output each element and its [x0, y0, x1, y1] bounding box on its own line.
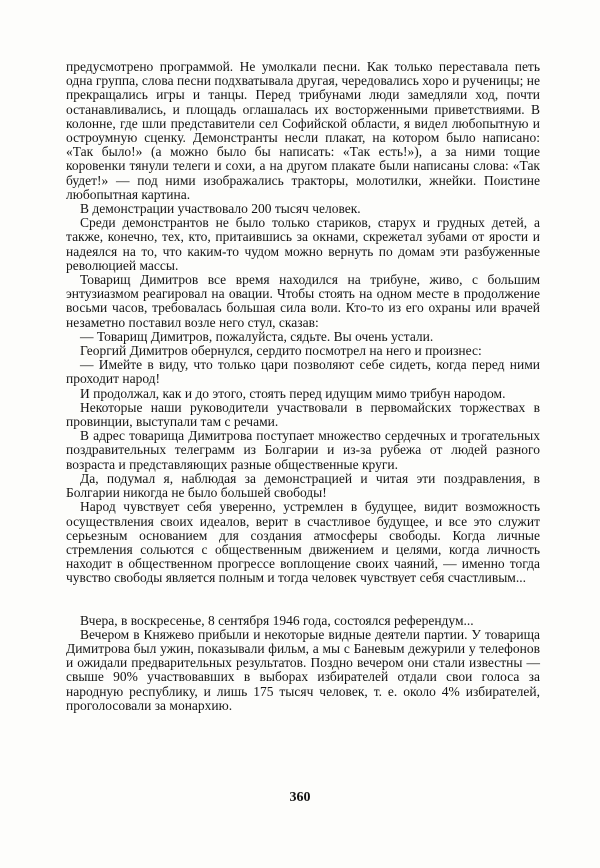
page-number: 360 — [289, 790, 311, 805]
paragraph: Среди демонстрантов не было только стариков, старух и грудных детей, а также, конечно, тех, кто, притаившись за окнами, скрежетал зубами от ярости и надеялся на то, что каким-то чудом можно вернуть по домам эти разбуженные революцией массы. — [66, 215, 540, 273]
paragraph: В демонстрации участвовало 200 тысяч человек. — [80, 201, 361, 217]
body-text — [66, 60, 540, 713]
paragraph: Некоторые наши руководители участвовали в первомайских торжествах в провинции, выступали там с речами. — [66, 399, 540, 430]
paragraph: — Имейте в виду, что только цари позволяют себе сидеть, когда перед ними проходит народ! — [66, 357, 540, 387]
paragraph: предусмотрено программой. Не умолкали песни. Как только переставала петь одна группа, слова песни подхватывала другая, чередовались хоро и рученицы; не прекращались игры и танцы. Перед трибунами люди замедляли ход, почти останавливались, и площадь оглашалась их восторженными приветствиями. В колонне, где шли представители сел Софийской области, я видел любопытную и остроумную сценку. Демонстранты несли плакат, на котором было написано: «Так было!» (а можно было бы написать: «Так есть!»), а за ними тощие коровенки тянули телеги и сохи, а на другом плакате были написаны слова: «Так будет!» — под ними изображались тракторы, молотилки, жнейки. Поистине любопытная картина. — [66, 59, 540, 202]
paragraph: Товарищ Димитров все время находился на трибуне, живо, с большим энтузиазмом реагировал на овации. Чтобы стоять на одном месте в продолжение восьми часов, требовалась большая сила воли. Кто-то из его охраны или врачей незаметно поставил возле него стул, сказав: — [66, 272, 540, 330]
paragraph: В адрес товарища Димитрова поступает множество сердечных и трогательных поздравительных телеграмм из Болгарии и из-за рубежа от людей разного возраста и представляющих разные общественные круги. — [66, 428, 540, 472]
section-break — [66, 586, 540, 614]
paragraph: И продолжал, как и до этого, стоять перед идущим мимо трибун народом. — [80, 385, 506, 401]
paragraph: Народ чувствует себя уверенно, устремлен в будущее, видит возможность осуществления своих идеалов, верит в счастливое будущее, и все это служит серьезным основанием для создания атмосферы свободы. Когда личные стремления сольются с общественным движением и целями, когда личность находит в общественном прогрессе воплощение своих чаяний, — именно тогда чувство свободы является полным и тогда человек чувствует себя счастливым... — [66, 499, 540, 586]
paragraph: — Товарищ Димитров, пожалуйста, сядьте. Вы очень устали. — [80, 328, 434, 344]
paragraph: Георгий Димитров обернулся, сердито посмотрел на него и произнес: — [80, 343, 482, 359]
paragraph: Вчера, в воскресенье, 8 сентября 1946 года, состоялся референдум... — [80, 612, 474, 628]
paragraph: Да, подумал я, наблюдая за демонстрацией и читая эти поздравления, в Болгарии никогда не было большей свободы! — [66, 470, 540, 501]
paragraph: Вечером в Княжево прибыли и некоторые видные деятели партии. У товарища Димитрова был ужин, показывали фильм, а мы с Баневым дежурили у телефонов и ожидали предварительных результатов. Поздно вечером они стали известны — свыше 90% участвовавших в выборах избирателей отдали свои голоса за народную республику, и лишь 175 тысяч человек, т. е. около 4% избирателей, проголосовали за монархию. — [66, 626, 540, 713]
